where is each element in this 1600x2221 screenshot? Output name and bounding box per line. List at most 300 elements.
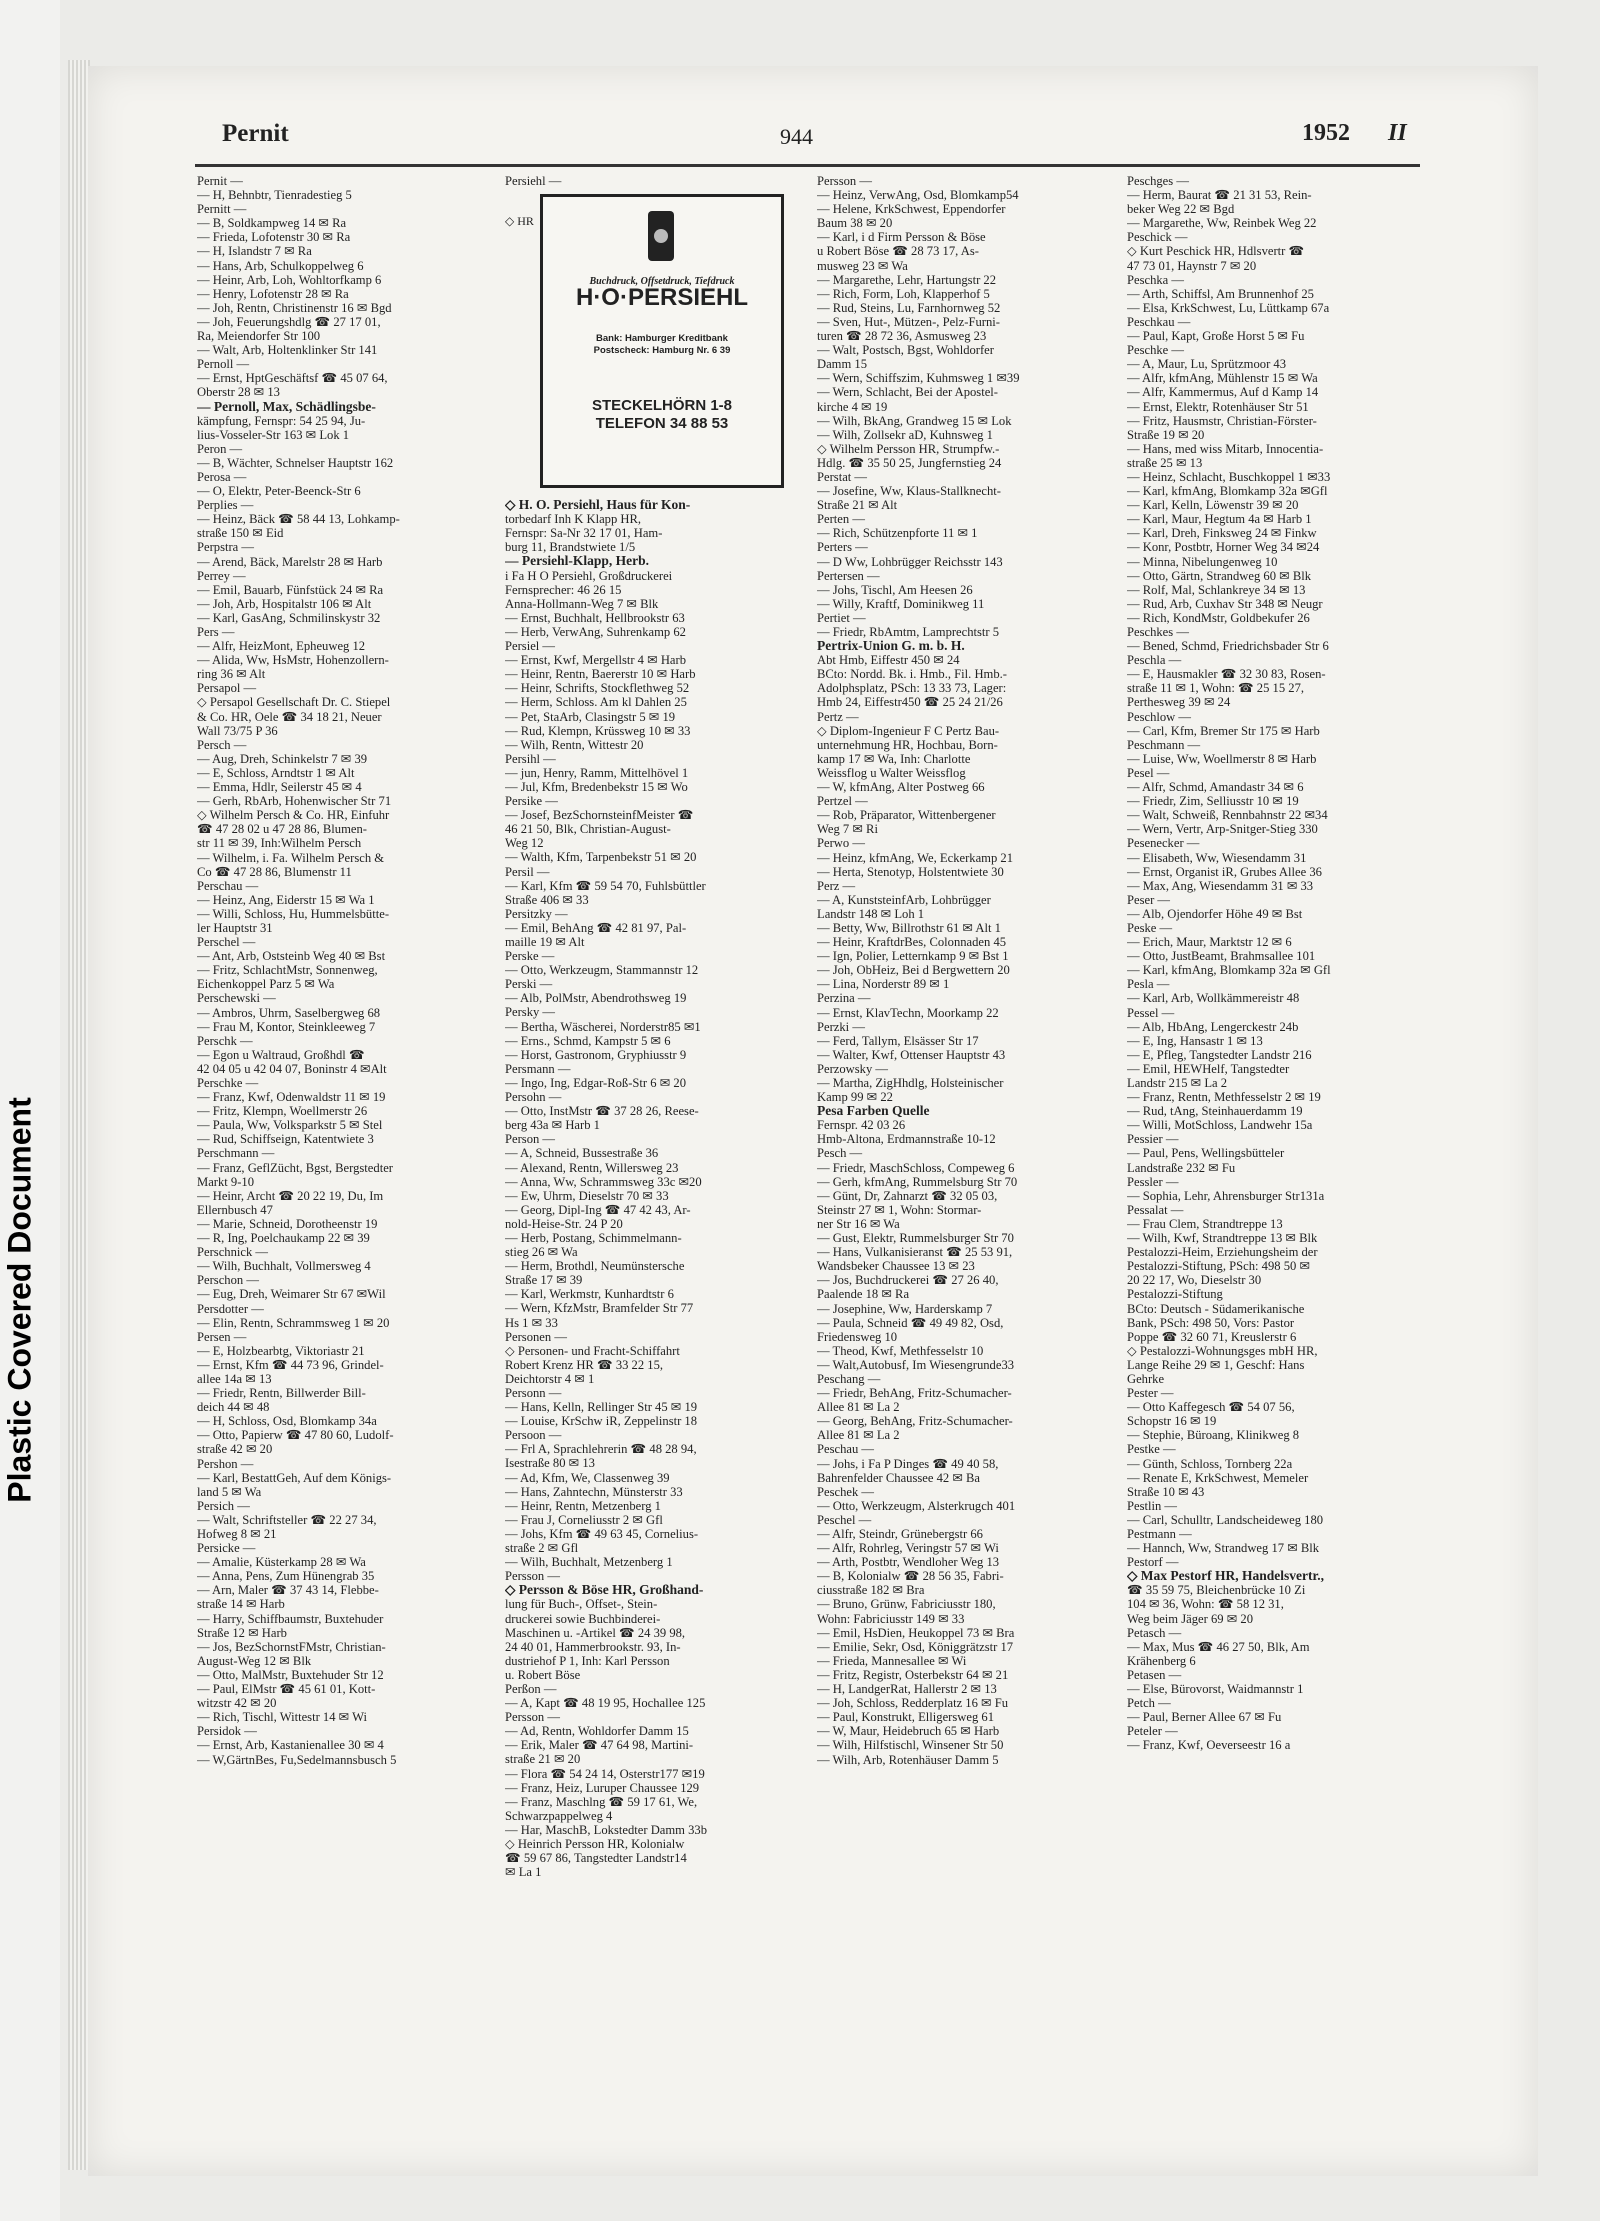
entry-line: — Alb, Ojendorfer Höhe 49 ✉ Bst	[1127, 906, 1303, 921]
entry-line: — Hans, Arb, Schulkoppelweg 6	[197, 258, 364, 273]
entry-line: — Eug, Dreh, Weimarer Str 67 ✉Wil	[197, 1287, 386, 1302]
entry-line: — Rud, Arb, Cuxhav Str 348 ✉ Neugr	[1127, 596, 1323, 611]
entry-line: — Bruno, Grünw, Fabriciusstr 180,	[817, 1597, 996, 1612]
entry-line: — Emil, Bauarb, Fünfstück 24 ✉ Ra	[197, 582, 384, 597]
entry-line: i Fa H O Persiehl, Großdruckerei	[505, 568, 673, 583]
entry-line: — E, Schloss, Arndtstr 1 ✉ Alt	[197, 765, 355, 780]
entry-line: Pestalozzi-Heim, Erziehungsheim der	[1127, 1245, 1318, 1260]
page-edges	[68, 60, 90, 2170]
entry-line: — Wern, Schlacht, Bei der Apostel-	[817, 385, 998, 400]
entry-line: — Wilh, Kwf, Strandtreppe 13 ✉ Blk	[1127, 1231, 1318, 1246]
entry-line: Pesel —	[1127, 765, 1170, 780]
entry-line: & Co. HR, Oele ☎ 34 18 21, Neuer	[197, 709, 382, 724]
entry-line: — Ign, Polier, Letternkamp 9 ✉ Bst 1	[817, 949, 1009, 964]
entry-line: — Herm, Baurat ☎ 21 31 53, Rein-	[1127, 188, 1312, 203]
entry-line: Hs 1 ✉ 33	[505, 1315, 558, 1330]
entry-line: Landstr 215 ✉ La 2	[1127, 1076, 1228, 1090]
entry-line: Persdotter —	[197, 1301, 264, 1316]
entry-line: — Bened, Schmd, Friedrichsbader Str 6	[1127, 639, 1329, 654]
entry-line: BCto: Nordd. Bk. i. Hmb., Fil. Hmb.-	[817, 667, 1007, 682]
entry-line: — Karl, GasAng, Schmilinskystr 32	[197, 610, 381, 625]
entry-line: Peschang —	[817, 1371, 881, 1386]
entry-line: — Fritz, Klempn, Woellmerstr 26	[197, 1104, 368, 1119]
entry-line: — Heinr, Rentn, Baererstr 10 ✉ Harb	[505, 667, 696, 682]
entry-line: ☎ 35 59 75, Bleichenbrücke 10 Zi	[1127, 1583, 1306, 1598]
entry-line: 46 21 50, Blk, Christian-August-	[505, 822, 671, 837]
entry-line: — Otto, MalMstr, Buxtehuder Str 12	[197, 1667, 384, 1682]
entry-line: — Karl, Arb, Wollkämmereistr 48	[1127, 991, 1300, 1006]
entry-line: Pers —	[197, 625, 235, 639]
entry-line: — Rich, Schützenpforte 11 ✉ 1	[817, 526, 978, 541]
entry-line: burg 11, Brandstwiete 1/5	[505, 540, 636, 555]
entry-line: — Heinr, Archt ☎ 20 22 19, Du, Im	[197, 1188, 384, 1203]
entry-line: — Aug, Dreh, Schinkelstr 7 ✉ 39	[197, 751, 368, 766]
entry-line: Kamp 99 ✉ 22	[817, 1090, 893, 1105]
entry-line: — Otto Kaffegesch ☎ 54 07 56,	[1127, 1400, 1295, 1415]
entry-line: — Jos, Buchdruckerei ☎ 27 26 40,	[817, 1273, 999, 1288]
entry-line: Pesa Farben Quelle	[817, 1103, 930, 1119]
entry-line: straße 25 ✉ 13	[1127, 455, 1203, 470]
entry-line: Pernoll —	[197, 357, 250, 372]
entry-line: ☎ 59 67 86, Tangstedter Landstr14	[505, 1851, 687, 1866]
entry-line: Ra, Meiendorfer Str 100	[197, 329, 321, 344]
entry-line: — Emilie, Sekr, Osd, Königgrätzstr 17	[817, 1639, 1014, 1654]
entry-line: Straße 21 ✉ Alt	[817, 498, 898, 513]
ad-address	[543, 397, 781, 433]
entry-line: Landstraße 232 ✉ Fu	[1127, 1160, 1236, 1175]
entry-line: — Renate E, KrkSchwest, Memeler	[1127, 1470, 1309, 1485]
entry-line: Persiehl —	[505, 174, 562, 188]
entry-line: — Willy, Kraftf, Dominikweg 11	[817, 596, 985, 611]
entry-line: 20 22 17, Wo, Dieselstr 30	[1127, 1273, 1262, 1288]
entry-line: — Willi, Schloss, Hu, Hummelsbütte-	[197, 906, 390, 921]
entry-line: — Henry, Lofotenstr 28 ✉ Ra	[197, 286, 349, 301]
ad-brand: H·O·PERSIEHL	[575, 284, 748, 312]
entry-line: Friedensweg 10	[817, 1329, 898, 1344]
entry-line: — Herta, Stenotyp, Holstentwiete 30	[817, 864, 1004, 879]
entry-line: — Rud, tAng, Steinhauerdamm 19	[1127, 1104, 1303, 1119]
entry-line: — Rolf, Mal, Schlankreye 34 ✉ 13	[1127, 582, 1306, 597]
entry-line: ler Hauptstr 31	[197, 920, 273, 935]
entry-line: — Alida, Ww, HsMstr, Hohenzollern-	[197, 653, 389, 668]
entry-line: — Ambros, Uhrm, Saselbergweg 68	[197, 1005, 381, 1020]
entry-line: — W, kfmAng, Alter Postweg 66	[817, 780, 985, 795]
entry-line: Poppe ☎ 32 60 71, Kreuslerstr 6	[1127, 1329, 1297, 1344]
entry-line: — Friedr, Rentn, Billwerder Bill-	[197, 1386, 366, 1401]
entry-line: Persson —	[505, 1569, 560, 1584]
entry-line: — Friedr, RbAmtm, Lamprechtstr 5	[817, 625, 1000, 639]
entry-line: — Johs, i Fa P Dinges ☎ 49 40 58,	[817, 1456, 999, 1471]
entry-line: ◇ Max Pestorf HR, Handelsvertr.,	[1127, 1568, 1324, 1584]
entry-line: 104 ✉ 36, Wohn: ☎ 58 12 31,	[1127, 1597, 1284, 1612]
entry-line: 42 04 05 u 42 04 07, Boninstr 4 ✉Alt	[197, 1061, 387, 1076]
entry-line: — Horst, Gastronom, Gryphiusstr 9	[505, 1047, 687, 1062]
entry-line: — Minna, Nibelungenweg 10	[1127, 554, 1278, 569]
entry-line: ner Str 16 ✉ Wa	[817, 1216, 900, 1231]
entry-line: — Rich, Form, Loh, Klapperhof 5	[817, 286, 990, 301]
entry-line: Schwarzpappelweg 4	[505, 1808, 613, 1823]
entry-line: — Har, MaschB, Lokstedter Damm 33b	[505, 1822, 708, 1837]
entry-line: Weg beim Jäger 69 ✉ 20	[1127, 1611, 1253, 1626]
entry-line: — Carl, Kfm, Bremer Str 175 ✉ Harb	[1127, 723, 1320, 738]
entry-line: Damm 15	[817, 357, 868, 372]
entry-line: — Fritz, Registr, Osterbekstr 64 ✉ 21	[817, 1667, 1009, 1682]
entry-line: Perwo —	[817, 836, 865, 851]
entry-line: Perschk —	[197, 1033, 253, 1048]
entry-line: Paalende 18 ✉ Ra	[817, 1287, 910, 1302]
entry-line: Wandsbeker Chaussee 13 ✉ 23	[817, 1259, 975, 1274]
entry-line: — Emil, HsDien, Heukoppel 73 ✉ Bra	[817, 1625, 1015, 1640]
ad-tagline: Buchdruck, Offsetdruck, Tiefdruck	[589, 276, 735, 288]
entry-line: Straße 17 ✉ 39	[505, 1273, 583, 1288]
entry-line: — Stephie, Büroang, Klinikweg 8	[1127, 1428, 1300, 1443]
entry-line: dustriehof P 1, Inh: Karl Persson	[505, 1653, 670, 1668]
entry-line: — Heinr, Rentn, Metzenberg 1	[505, 1498, 661, 1513]
printing-press-icon	[648, 211, 674, 261]
entry-line: Weg 12	[505, 836, 544, 851]
entry-line: — Ant, Arb, Oststeinb Weg 40 ✉ Bst	[197, 949, 386, 964]
entry-line: — Herm, Schloss. Am kl Dahlen 25	[505, 695, 687, 710]
entry-line: musweg 23 ✉ Wa	[817, 258, 908, 273]
entry-line: Abt Hmb, Eiffestr 450 ✉ 24	[817, 653, 960, 668]
entry-line: Persch —	[197, 737, 247, 752]
entry-line: — Elsa, KrkSchwest, Lu, Lüttkamp 67a	[1127, 300, 1330, 315]
ad-phone: TELEFON 34 88 53	[595, 415, 729, 433]
entry-line: — Ernst, Kwf, Mergellstr 4 ✉ Harb	[505, 653, 687, 668]
entry-line: Schopstr 16 ✉ 19	[1127, 1414, 1217, 1429]
entry-line: Pessier —	[1127, 1132, 1179, 1147]
entry-line: — Wilh, Buchhalt, Vollmersweg 4	[197, 1259, 371, 1274]
entry-line: Perpstra —	[197, 540, 255, 555]
entry-line: — Hans, Zahntechn, Münsterstr 33	[505, 1484, 683, 1499]
entry-line: — Emil, HEWHelf, Tangstedter	[1127, 1061, 1290, 1076]
entry-line: — Otto, Papierw ☎ 47 80 60, Ludolf-	[197, 1428, 394, 1443]
entry-line: Pestlin —	[1127, 1498, 1178, 1513]
entry-line: Co ☎ 47 28 86, Blumenstr 11	[197, 864, 352, 879]
entry-line: Persson —	[817, 174, 872, 188]
entry-line: Perstat —	[817, 469, 868, 484]
entry-line: Persidok —	[197, 1724, 257, 1739]
entry-line: — Franz, Maschlng ☎ 59 17 61, We,	[505, 1794, 698, 1809]
entry-line: ◇ Kurt Peschick HR, Hdlsvertr ☎	[1127, 244, 1305, 259]
entry-line: — Otto, Gärtn, Strandweg 60 ✉ Blk	[1127, 568, 1312, 583]
entry-line: druckerei sowie Buchbinderei-	[505, 1611, 661, 1626]
entry-line: — Fritz, Hausmstr, Christian-Förster-	[1127, 413, 1317, 428]
entry-line: — Wilh, Arb, Rotenhäuser Damm 5	[817, 1752, 999, 1767]
entry-line: — Walt, Postsch, Bgst, Wohldorfer	[817, 343, 994, 358]
entry-line: ring 36 ✉ Alt	[197, 667, 266, 682]
entry-line: Peschkes —	[1127, 625, 1189, 639]
entry-line: — H, LandgerRat, Hallerstr 2 ✉ 13	[817, 1682, 997, 1697]
entry-line: — Rob, Präparator, Wittenbergener	[817, 808, 996, 823]
stamp-text: Plastic Covered Document	[1, 1097, 38, 1503]
entry-line: — Johs, Kfm ☎ 49 63 45, Cornelius-	[505, 1526, 699, 1541]
entry-line: Hdlg. ☎ 35 50 25, Jungfernstieg 24	[817, 455, 1002, 470]
entry-line: — E, Holzbearbtg, Viktoriastr 21	[197, 1343, 365, 1358]
entry-line: ◇ Pestalozzi-Wohnungsges mbH HR,	[1127, 1343, 1318, 1358]
entry-line: — Heinz, Schlacht, Buschkoppel 1 ✉33	[1127, 469, 1331, 484]
entry-line: — Else, Bürovorst, Waidmannstr 1	[1127, 1682, 1304, 1697]
entry-line: Fernspr: Sa-Nr 32 17 01, Ham-	[505, 526, 663, 541]
entry-line: Persitzky —	[505, 906, 568, 921]
entry-line: Deichtorstr 4 ✉ 1	[505, 1371, 595, 1386]
entry-line: — Ew, Uhrm, Dieselstr 70 ✉ 33	[505, 1188, 669, 1203]
entry-line: — A, Maur, Lu, Sprützmoor 43	[1127, 357, 1287, 372]
entry-line: Persike —	[505, 794, 558, 809]
entry-line: Persmann —	[505, 1061, 571, 1076]
page-header	[130, 120, 1410, 160]
entry-line: — Walt, Schriftsteller ☎ 22 27 34,	[197, 1512, 377, 1527]
column-1	[197, 174, 497, 1767]
page-number: 944	[780, 124, 813, 149]
entry-line: — jun, Henry, Ramm, Mittelhövel 1	[505, 765, 689, 780]
entry-line: — Paul, ElMstr ☎ 45 61 01, Kott-	[197, 1682, 376, 1697]
entry-line: — Franz, Heiz, Luruper Chaussee 129	[505, 1780, 700, 1795]
entry-line: Oberstr 28 ✉ 13	[197, 385, 280, 400]
entry-line: — E, Hausmakler ☎ 32 30 83, Rosen-	[1127, 667, 1326, 682]
entry-line: Peschke —	[1127, 343, 1185, 358]
header-part: II	[1388, 120, 1407, 146]
entry-line: — A, Schneid, Bussestraße 36	[505, 1146, 659, 1161]
entry-line: Persoon —	[505, 1428, 562, 1443]
entry-line: ◇ Heinrich Persson HR, Kolonialw	[505, 1837, 685, 1851]
entry-line: — Max, Mus ☎ 46 27 50, Blk, Am	[1127, 1639, 1310, 1654]
entry-line: — Wern, KfzMstr, Bramfelder Str 77	[505, 1301, 694, 1316]
entry-line: Peschkau —	[1127, 314, 1191, 329]
entry-line: — Wilh, Zollsekr aD, Kuhnsweg 1	[817, 427, 993, 442]
entry-line: Persich —	[197, 1498, 250, 1513]
entry-line: — Hans, Kelln, Rellinger Str 45 ✉ 19	[505, 1400, 698, 1415]
entry-line: ◇ Personen- und Fracht-Schiffahrt	[505, 1343, 680, 1358]
entry-line: — Emil, BehAng ☎ 42 81 97, Pal-	[505, 920, 687, 935]
entry-line: Peschka —	[1127, 272, 1185, 287]
entry-line: — Johs, Tischl, Am Heesen 26	[817, 582, 973, 597]
entry-line: Perrey —	[197, 568, 246, 583]
entry-line: Weg 7 ✉ Ri	[817, 822, 878, 837]
entry-line: — Arth, Postbtr, Wendloher Weg 13	[817, 1555, 1000, 1570]
entry-line: straße 14 ✉ Harb	[197, 1597, 285, 1612]
entry-line: — Alexand, Rentn, Willersweg 23	[505, 1160, 679, 1175]
entry-line: — Frieda, Lofotenstr 30 ✉ Ra	[197, 230, 351, 245]
entry-line: — Pernoll, Max, Schädlingsbe-	[197, 398, 376, 414]
entry-line: ◇ H. O. Persiehl, Haus für Kon-	[505, 497, 691, 513]
entry-line: straße 11 ✉ 1, Wohn: ☎ 25 15 27,	[1127, 681, 1305, 696]
header-rule	[195, 164, 1420, 167]
entry-line: — Theod, Kwf, Methfesselstr 10	[817, 1343, 984, 1358]
entry-line: — Arth, Schiffsl, Am Brunnenhof 25	[1127, 286, 1314, 301]
entry-line: — Elisabeth, Ww, Wiesendamm 31	[1127, 850, 1307, 865]
entry-line: — Karl, Dreh, Finksweg 24 ✉ Finkw	[1127, 526, 1317, 541]
entry-line: ciusstraße 182 ✉ Bra	[817, 1583, 925, 1598]
entry-line: — Alb, PolMstr, Abendrothsweg 19	[505, 991, 687, 1006]
entry-line: Hmb-Altona, Erdmannstraße 10-12	[817, 1132, 996, 1147]
entry-line: — Ernst, Organist iR, Grubes Allee 36	[1127, 864, 1322, 879]
entry-line: Robert Krenz HR ☎ 33 22 15,	[505, 1357, 664, 1372]
entry-line: Pertzel —	[817, 794, 868, 809]
entry-line: straße 42 ✉ 20	[197, 1442, 273, 1457]
entry-line: Persson —	[505, 1710, 560, 1725]
entry-line: Person —	[505, 1132, 556, 1147]
entry-line: ◇ Diplom-Ingenieur F C Pertz Bau-	[817, 723, 1000, 738]
entry-line: — Wilh, BkAng, Grandweg 15 ✉ Lok	[817, 413, 1012, 428]
entry-line: — Frieda, Mannesallee ✉ Wi	[817, 1653, 967, 1668]
entry-line: — Karl, Kelln, Löwenstr 39 ✉ 20	[1127, 498, 1299, 513]
entry-line: — Karl, kfmAng, Blomkamp 32a ✉ Gfl	[1127, 963, 1331, 978]
entry-line: — Frau M, Kontor, Steinkleeweg 7	[197, 1019, 376, 1034]
entry-line: Perschnick —	[197, 1245, 268, 1260]
entry-line: Perschewski —	[197, 991, 276, 1006]
entry-line: — Ad, Kfm, We, Classenweg 39	[505, 1470, 670, 1485]
entry-line: — Herm, Brothdl, Neumünstersche	[505, 1259, 685, 1274]
entry-line: — Wern, Schiffszim, Kuhmsweg 1 ✉39	[817, 371, 1020, 386]
column-2	[505, 174, 805, 1879]
entry-line: — Marie, Schneid, Dorotheenstr 19	[197, 1216, 378, 1231]
entry-line: ☎ 47 28 02 u 47 28 86, Blumen-	[197, 822, 367, 837]
entry-line: Isestraße 80 ✉ 13	[505, 1456, 595, 1471]
entry-line: Wohn: Fabriciusstr 149 ✉ 33	[817, 1611, 965, 1626]
entry-line: witzstr 42 ✉ 20	[197, 1696, 277, 1711]
ad-bank-line: Bank: Hamburger Kreditbank	[596, 333, 728, 345]
entry-line: — Heinz, Ang, Eiderstr 15 ✉ Wa 1	[197, 892, 375, 907]
entry-line: — Rich, KondMstr, Goldbekufer 26	[1127, 610, 1310, 625]
entry-line: Hmb 24, Eiffestr450 ☎ 25 24 21/26	[817, 695, 1003, 710]
entry-line: — Luise, Ww, Woellmerstr 8 ✉ Harb	[1127, 751, 1317, 766]
entry-line: Petch —	[1127, 1696, 1171, 1711]
entry-line: Perplies —	[197, 498, 254, 513]
entry-line: Peschick —	[1127, 230, 1188, 245]
entry-line: Hofweg 8 ✉ 21	[197, 1527, 277, 1541]
entry-line: Lange Reihe 29 ✉ 1, Geschf: Hans	[1127, 1357, 1305, 1372]
entry-line: stieg 26 ✉ Wa	[505, 1245, 578, 1260]
entry-line: — Günth, Schloss, Tornberg 22a	[1127, 1456, 1293, 1471]
entry-line: — Walt, Arb, Holtenklinker Str 141	[197, 343, 378, 358]
entry-line: ✉ La 1	[505, 1865, 542, 1880]
entry-line: — Ernst, HptGeschäftsf ☎ 45 07 64,	[197, 371, 388, 386]
entry-line: Peschau —	[817, 1442, 875, 1457]
entry-line: — Harry, Schiffbaumstr, Buxtehuder	[197, 1611, 384, 1626]
entry-line: — Martha, ZigHhdlg, Holsteinischer	[817, 1076, 1004, 1090]
entry-line: — Lina, Norderstr 89 ✉ 1	[817, 977, 950, 992]
entry-line: — Rud, Steins, Lu, Farnhornweg 52	[817, 300, 1001, 315]
entry-line: — Paul, Kapt, Große Horst 5 ✉ Fu	[1127, 329, 1305, 344]
entry-line: — W, Maur, Heidebruch 65 ✉ Harb	[817, 1724, 1000, 1739]
entry-line: — Otto, Werkzeugm, Alsterkrugch 401	[817, 1498, 1016, 1513]
entry-line: Pester —	[1127, 1386, 1174, 1401]
entry-line: — Wilh, Buchhalt, Metzenberg 1	[505, 1555, 673, 1570]
entry-line: Pessel —	[1127, 1005, 1175, 1020]
entry-line: Pernitt —	[197, 202, 247, 217]
entry-line: — Wilh, Rentn, Wittestr 20	[505, 737, 644, 752]
entry-line: — Jul, Kfm, Bredenbekstr 15 ✉ Wo	[505, 779, 688, 794]
entry-line: — Alfr, Schmd, Amandastr 34 ✉ 6	[1127, 780, 1304, 795]
entry-line: Petasch —	[1127, 1625, 1182, 1640]
entry-line: ◇ Wilhelm Persson HR, Strumpfw.-	[817, 441, 1000, 456]
column-2-entries	[505, 498, 805, 1879]
entry-line: — Erns., Schmd, Kampstr 5 ✉ 6	[505, 1033, 671, 1048]
entry-line: Adolphsplatz, PSch: 13 33 73, Lager:	[817, 681, 1007, 696]
entry-line: Perten —	[817, 512, 865, 527]
entry-line: — A, KunststeinfArb, Lohbrügger	[817, 892, 991, 907]
entry-line: — Ernst, Kfm ☎ 44 73 96, Grindel-	[197, 1357, 384, 1372]
entry-line: land 5 ✉ Wa	[197, 1484, 262, 1499]
entry-line: str 11 ✉ 39, Inh:Wilhelm Persch	[197, 836, 362, 851]
entry-line: Personn —	[505, 1386, 562, 1400]
entry-line: — A, Kapt ☎ 48 19 95, Hochallee 125	[505, 1696, 706, 1711]
entry-line: 47 73 01, Haynstr 7 ✉ 20	[1127, 258, 1257, 273]
entry-line: — Sophia, Lehr, Ahrensburger Str131a	[1127, 1188, 1325, 1203]
entry-line: — Helene, KrkSchwest, Eppendorfer	[817, 202, 1006, 217]
entry-line: — Ernst, Buchhalt, Hellbrookstr 63	[505, 610, 685, 625]
entry-line: Peteler —	[1127, 1724, 1178, 1739]
entry-line: — Ernst, Arb, Kastanienallee 30 ✉ 4	[197, 1738, 384, 1753]
entry-line: — Wern, Vertr, Arp-Snitger-Stieg 330	[1127, 822, 1318, 837]
entry-line: Perosa —	[197, 469, 247, 484]
entry-line: — Karl, BestattGeh, Auf dem Königs-	[197, 1470, 392, 1485]
column-4	[1127, 174, 1427, 1753]
entry-line: kämpfung, Fernspr: 54 25 94, Ju-	[197, 413, 366, 428]
entry-line: Persky —	[505, 1005, 556, 1020]
entry-line: 24 40 01, Hammerbrookstr. 93, In-	[505, 1639, 681, 1654]
entry-line: Persicke —	[197, 1541, 256, 1556]
entry-line: Pestke —	[1127, 1442, 1176, 1457]
entry-line: Perters —	[817, 540, 868, 555]
entry-line: lung für Buch-, Offset-, Stein-	[505, 1597, 658, 1612]
entry-line: — Rich, Tischl, Wittestr 14 ✉ Wi	[197, 1710, 368, 1725]
entry-line: Perßon —	[505, 1681, 557, 1696]
entry-line: Perske —	[505, 949, 555, 964]
entry-line: ◇ Wilhelm Persch & Co. HR, Einfuhr	[197, 808, 390, 823]
entry-line: — Frau J, Corneliusstr 2 ✉ Gfl	[505, 1512, 663, 1527]
entry-line: — Margarethe, Lehr, Hartungstr 22	[817, 272, 997, 287]
entry-line: deich 44 ✉ 48	[197, 1400, 270, 1415]
entry-line: Petasen —	[1127, 1667, 1182, 1682]
entry-line: — Joh, Feuerungshdlg ☎ 27 17 01,	[197, 314, 381, 329]
entry-line: — Rud, Klempn, Krüssweg 10 ✉ 33	[505, 723, 691, 738]
entry-line: — Pet, StaArb, Clasingstr 5 ✉ 19	[505, 709, 676, 724]
entry-line: — Frau Clem, Strandtreppe 13	[1127, 1216, 1283, 1231]
entry-line: — Paul, Berner Allee 67 ✉ Fu	[1127, 1710, 1282, 1725]
ad-bank	[543, 333, 781, 357]
entry-line: — Joh, Schloss, Redderplatz 16 ✉ Fu	[817, 1696, 1009, 1711]
entry-line: — Arend, Bäck, Marelstr 28 ✉ Harb	[197, 554, 383, 569]
header-keyword: Pernit	[222, 120, 289, 147]
entry-line: Perzina —	[817, 991, 871, 1006]
entry-line: — Karl, Maur, Hegtum 4a ✉ Harb 1	[1127, 512, 1312, 527]
entry-line: — Emma, Hdlr, Seilerstr 45 ✉ 4	[197, 780, 362, 795]
entry-line: — Ernst, Elektr, Rotenhäuser Str 51	[1127, 399, 1309, 414]
entry-line: — Margarethe, Ww, Reinbek Weg 22	[1127, 216, 1317, 231]
entry-line: Pessler —	[1127, 1174, 1179, 1189]
entry-line: August-Weg 12 ✉ Blk	[197, 1653, 312, 1668]
entry-line: Baum 38 ✉ 20	[817, 216, 893, 231]
entry-line: — Ferd, Tallym, Elsässer Str 17	[817, 1033, 979, 1048]
entry-line: — R, Ing, Poelchaukamp 22 ✉ 39	[197, 1231, 370, 1246]
entry-line: Pesch —	[817, 1146, 863, 1161]
entry-line: — Max, Ang, Wiesendamm 31 ✉ 33	[1127, 878, 1314, 893]
ad-street: STECKELHÖRN 1-8	[591, 397, 733, 415]
entry-line: — E, Pfleg, Tangstedter Landstr 216	[1127, 1047, 1312, 1062]
entry-line: Markt 9-10	[197, 1174, 255, 1189]
entry-line: — Otto, InstMstr ☎ 37 28 26, Reese-	[505, 1104, 699, 1119]
entry-line: — Erik, Maler ☎ 47 64 98, Martini-	[505, 1738, 694, 1753]
entry-line: Peschlow —	[1127, 709, 1192, 724]
entry-line: — Herb, Postang, Schimmelmann-	[505, 1230, 682, 1245]
entry-line: — Walter, Kwf, Ottenser Hauptstr 43	[817, 1047, 1006, 1062]
entry-line: Fernspr. 42 03 26	[817, 1118, 906, 1133]
entry-line: straße 150 ✉ Eid	[197, 526, 284, 541]
entry-line: Maschinen u. -Artikel ☎ 24 39 98,	[505, 1625, 686, 1640]
entry-line: Pertrix-Union G. m. b. H.	[817, 638, 965, 654]
